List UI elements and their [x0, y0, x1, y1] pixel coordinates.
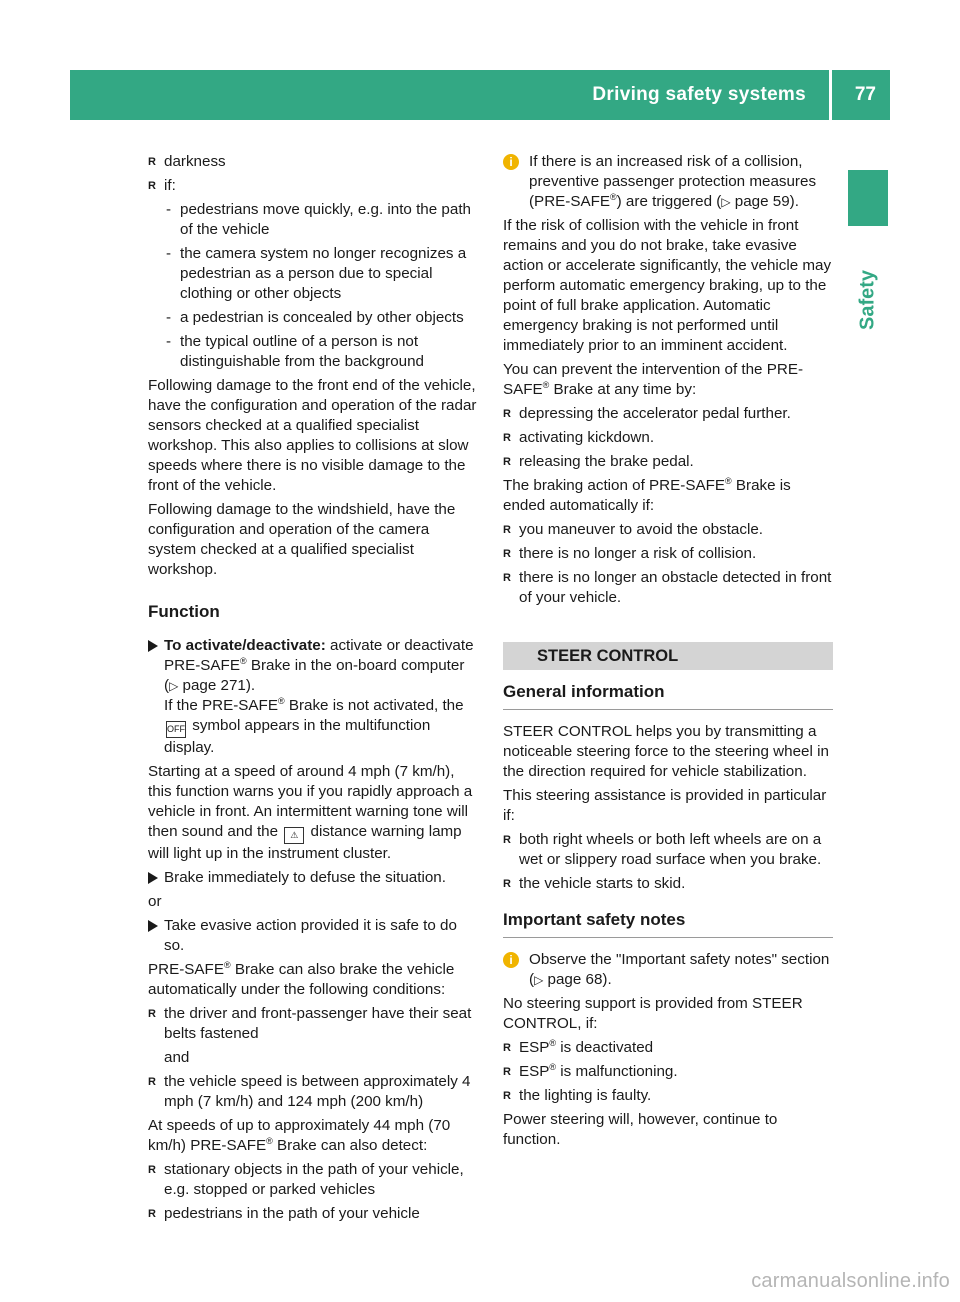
- page-ref-icon: ▷: [534, 973, 544, 987]
- paragraph: Following damage to the windshield, have the configuration and operation of the camera system checked at a qualified specialist workshop.: [148, 501, 456, 578]
- page-number: 77: [854, 84, 876, 105]
- bullet-icon: R: [503, 456, 511, 468]
- dash-icon: -: [166, 245, 172, 262]
- paragraph: You can prevent the intervention of the PRE-SAFE® Brake at any time by:: [503, 361, 804, 398]
- bullet-icon: R: [148, 156, 156, 168]
- list-item: R there is no longer an obstacle detected in front of your vehicle.: [503, 569, 832, 606]
- paragraph: The braking action of PRE-SAFE® Brake is ended automatically if:: [503, 475, 791, 514]
- page-ref-icon: ▷: [721, 195, 731, 209]
- dash-icon: -: [166, 201, 172, 218]
- info-note: i Observe the "Important safety notes" section (▷ page 68).: [503, 950, 833, 990]
- list-item: R activating kickdown.: [503, 429, 655, 446]
- bullet-icon: R: [148, 1008, 156, 1020]
- distance-warning-icon: ⚠: [284, 827, 304, 844]
- bullet-icon: R: [148, 1164, 156, 1176]
- side-tab-marker: [848, 170, 888, 226]
- paragraph: and: [164, 1049, 190, 1066]
- watermark: carmanualsonline.info: [751, 1270, 950, 1292]
- left-column: [148, 152, 480, 1228]
- side-tab: [848, 240, 888, 360]
- list-item: R you maneuver to avoid the obstacle.: [503, 521, 763, 538]
- bullet-icon: R: [148, 1208, 156, 1220]
- instruction-step: To activate/deactivate: activate or deactivate PRE-SAFE® Brake in the on-board computer (▷ page 271). If the PRE-SAFE® Brake is not activated, the OFF symbol appears in the multifunction display.: [148, 636, 480, 758]
- heading-important-safety-notes: Important safety notes: [503, 910, 833, 938]
- instruction-step: Brake immediately to defuse the situation.: [148, 868, 480, 888]
- bullet-icon: R: [503, 1042, 511, 1054]
- paragraph: This steering assistance is provided in particular if:: [503, 787, 827, 824]
- instruction-step: Take evasive action provided it is safe to do so.: [148, 916, 480, 956]
- bullet-icon: R: [503, 1090, 511, 1102]
- paragraph: STEER CONTROL helps you by transmitting a noticeable steering force to the steering wheel in the direction required for vehicle stabilization.: [503, 723, 829, 780]
- info-icon: i: [503, 952, 519, 968]
- paragraph: Following damage to the front end of the vehicle, have the configuration and operation of the radar sensors checked at a qualified specialist workshop. This also applies to collisions at slow speeds where there is no visible damage to the front of the vehicle.: [148, 377, 477, 494]
- paragraph: or: [148, 893, 162, 910]
- list-item: R if:: [148, 177, 176, 194]
- list-item: R stationary objects in the path of your vehicle, e.g. stopped or parked vehicles: [148, 1161, 464, 1198]
- sub-list-item: - the typical outline of a person is not distinguishable from the background: [166, 333, 424, 370]
- bullet-icon: R: [148, 180, 156, 192]
- bullet-icon: R: [148, 1076, 156, 1088]
- arrow-icon: [148, 920, 158, 932]
- paragraph: At speeds of up to approximately 44 mph (70 km/h) PRE-SAFE® Brake can also detect:: [148, 1117, 451, 1154]
- pre-safe-off-icon: OFF: [166, 721, 186, 738]
- dash-icon: -: [166, 333, 172, 350]
- paragraph: If the risk of collision with the vehicle in front remains and you do not brake, take evasive action or accelerate significantly, the vehicle may perform automatic emergency braking, up to the point of full brake application. Automatic emergency braking is not performed until immediately prior to an imminent accident.: [503, 217, 832, 354]
- bullet-icon: R: [503, 878, 511, 890]
- arrow-icon: [148, 872, 158, 884]
- list-item: R the vehicle starts to skid.: [503, 875, 686, 892]
- page-header: [70, 70, 890, 120]
- bullet-icon: R: [503, 548, 511, 560]
- paragraph: No steering support is provided from STEER CONTROL, if:: [503, 995, 803, 1032]
- list-item: R darkness: [148, 153, 226, 170]
- list-item: R the vehicle speed is between approximately 4 mph (7 km/h) and 124 mph (200 km/h): [148, 1073, 471, 1110]
- list-item: R there is no longer a risk of collision.: [503, 545, 757, 562]
- sub-list-item: - the camera system no longer recognizes a pedestrian as a person due to special clothing or other objects: [166, 245, 467, 302]
- heading-function: Function: [148, 602, 220, 621]
- dash-icon: -: [166, 309, 172, 326]
- paragraph: Power steering will, however, continue to function.: [503, 1111, 778, 1148]
- sub-list-item: - a pedestrian is concealed by other objects: [166, 309, 464, 326]
- list-item: R ESP® is malfunctioning.: [503, 1061, 678, 1080]
- paragraph: Starting at a speed of around 4 mph (7 km/h), this function warns you if you rapidly approach a vehicle in front. An intermittent warning tone will then sound and the ⚠ distance warning lamp will light up in the instrument cluster.: [148, 763, 473, 862]
- right-column: [503, 152, 833, 1154]
- bullet-icon: R: [503, 572, 511, 584]
- list-item: R pedestrians in the path of your vehicle: [148, 1205, 420, 1222]
- bullet-icon: R: [503, 432, 511, 444]
- bullet-icon: R: [503, 524, 511, 536]
- list-item: R the driver and front-passenger have their seat belts fastened: [148, 1005, 472, 1042]
- bullet-icon: R: [503, 834, 511, 846]
- info-icon: i: [503, 154, 519, 170]
- heading-general-information: General information: [503, 682, 833, 710]
- sub-list-item: - pedestrians move quickly, e.g. into the path of the vehicle: [166, 201, 471, 238]
- list-item: R both right wheels or both left wheels are on a wet or slippery road surface when you brake.: [503, 831, 822, 868]
- paragraph: PRE-SAFE® Brake can also brake the vehicle automatically under the following conditions:: [148, 959, 455, 998]
- info-note: i If there is an increased risk of a collision, preventive passenger protection measures (PRE-SAFE®) are triggered (▷ page 59).: [503, 152, 833, 212]
- list-item: R ESP® is deactivated: [503, 1037, 654, 1056]
- arrow-icon: [148, 640, 158, 652]
- bullet-icon: R: [503, 408, 511, 420]
- header-title: Driving safety systems: [592, 84, 806, 105]
- list-item: R releasing the brake pedal.: [503, 453, 694, 470]
- page-ref-icon: ▷: [169, 679, 179, 693]
- bullet-icon: R: [503, 1066, 511, 1078]
- list-item: R depressing the accelerator pedal further.: [503, 405, 791, 422]
- header-separator: [829, 70, 832, 120]
- side-tab-label: Safety: [856, 269, 879, 331]
- list-item: R the lighting is faulty.: [503, 1087, 652, 1104]
- section-banner: STEER CONTROL: [503, 642, 833, 670]
